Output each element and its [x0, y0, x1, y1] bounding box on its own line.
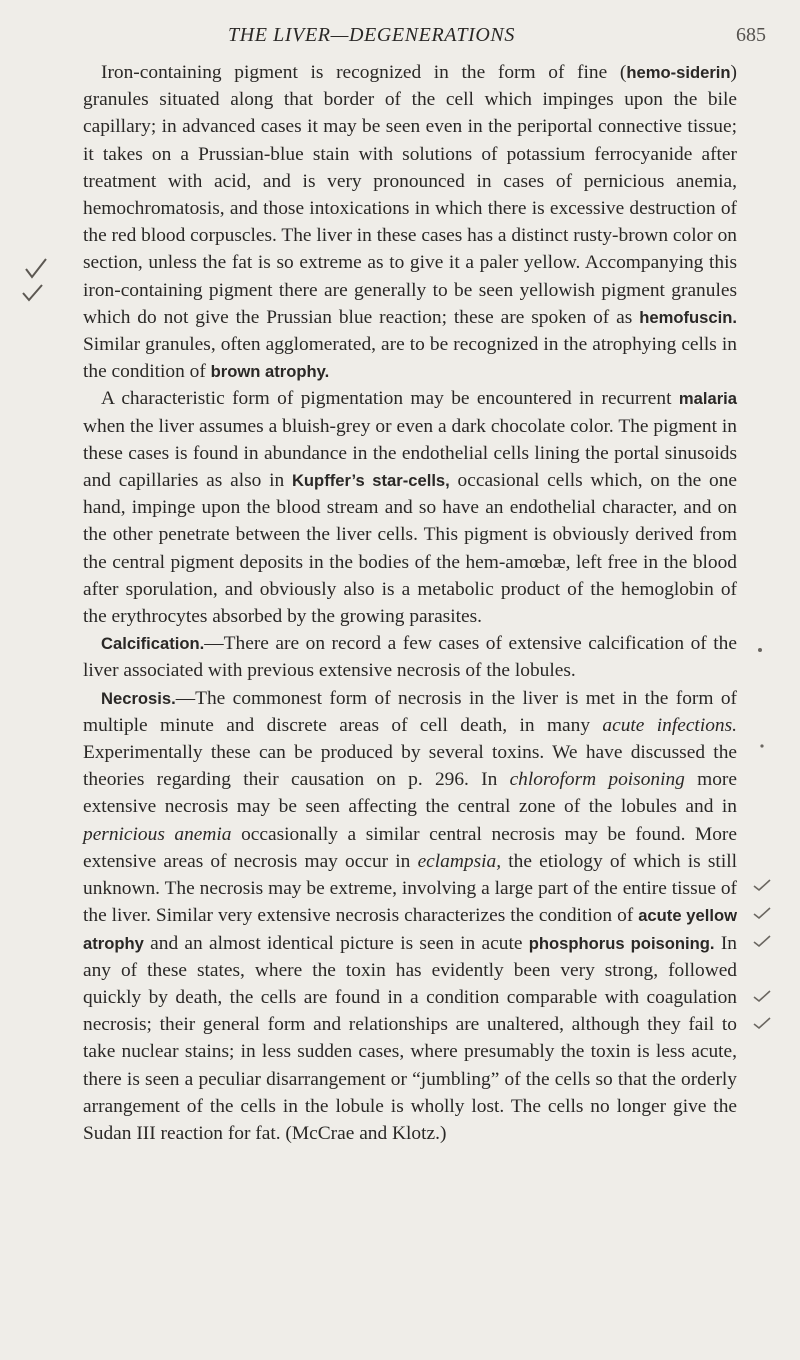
text-run: Iron-containing pigment is recognized in the form of fine ( — [101, 62, 627, 83]
margin-checkmark-icon — [756, 736, 776, 756]
margin-checkmark-icon — [20, 255, 50, 310]
term-chloroform-poisoning: chloroform poisoning — [509, 769, 685, 791]
page-header — [0, 22, 800, 52]
heading-necrosis: Necrosis. — [101, 688, 176, 708]
text-run: —There are on record a few cases of extensive calcification of the liver associated with previous extensive necrosis of the lobules. — [83, 633, 737, 682]
text-run: Experimentally these can be produced by several toxins. We have discussed the theories regarding their causation on p. 296. In — [83, 742, 737, 791]
text-run: A characteristic form of pigmentation may be encountered in recurrent — [101, 388, 679, 410]
text-run: ) granules situated along that border of the cell which impinges upon the bile capillary; in advanced cases it may be seen even in the periportal connective tissue; it takes on a Prussian-blue stain with solutions of potassium ferrocyanide after treatment with acid, and is very pronounced in cases of pernicious anemia, hemochromatosis, and those intoxications in which there is excessive destruction of the red blood corpuscles. The liver in these cases has a distinct rusty-brown color on section, unless the fat is so extreme as to give it a paler yellow. Accompanying this iron-containing pigment there are generally to be seen yellowish pigment granules which do not give the Prussian blue reaction; these are spoken of as — [83, 62, 737, 328]
text-run: In any of these states, where the toxin has evidently been very strong, followed quickly by death, the cells are found in a condition comparable with coagulation necrosis; their general form and relationships are unaltered, although they fail to take nuclear stains; in less sudden cases, where presumably the toxin is less acute, there is seen a peculiar disarrangement or “jumbling” of the cells so that the orderly arrangement of the cells in the lobule is wholly lost. The cells no longer give the Sudan III reaction for fat. (McCrae and Klotz.) — [83, 932, 738, 1144]
page-number: 685 — [736, 24, 766, 46]
running-head: THE LIVER—DEGENERATIONS — [228, 24, 515, 46]
text-run: more extensive necrosis may be seen affecting the central zone of the lobules and in — [83, 769, 737, 818]
text-run: the etiology of which is still unknown. The necrosis may be extreme, involving a large part of the entire tissue of the liver. Similar very extensive necrosis characterizes the condition of — [83, 850, 737, 927]
term-phosphorus-poisoning: phosphorus poisoning. — [528, 933, 715, 953]
term-eclampsia: eclampsia, — [417, 850, 502, 872]
term-acute-yellow-atrophy: acute yellow atrophy — [83, 906, 737, 953]
paragraph-calcification — [83, 630, 737, 684]
term-malaria: malaria — [678, 389, 737, 409]
text-run: Similar granules, often agglomerated, are to be recognized in the atrophying cells in the condition of — [83, 334, 737, 383]
margin-checkmark-icon — [750, 876, 774, 1036]
term-acute-infections: acute infections. — [602, 714, 737, 736]
paragraph-hemosiderin — [83, 59, 737, 385]
text-run: occasionally a similar central necrosis may be found. More extensive areas of necrosis may occur in — [83, 823, 737, 872]
text-run: and an almost identical picture is seen in acute — [143, 932, 529, 954]
paragraph-malaria — [83, 385, 737, 630]
text-run: —The commonest form of necrosis in the liver is met in the form of multiple minute and discrete areas of cell death, in many — [83, 687, 737, 736]
text-run: when the liver assumes a bluish-grey or even a dark chocolate color. The pigment in these cases is found in abundance in the endothelial cells lining the portal sinusoids and capillaries as also in — [83, 415, 737, 492]
term-hemosiderin: hemo-siderin — [626, 63, 731, 82]
heading-calcification: Calcification. — [101, 634, 205, 654]
text-run: occasional cells which, on the one hand, impinge upon the blood stream and so have an endothelial character, and on the other penetrate between the liver cells. This pigment is obviously derived from the central pigment deposits in the bodies of the hem-amœbæ, left free in the blood after sporulation, and obviously also is a metabolic product of the hemoglobin of the erythrocytes absorbed by the growing parasites. — [83, 470, 737, 628]
term-pernicious-anemia: pernicious anemia — [83, 823, 232, 845]
term-kupffer-cells: Kupffer’s star-cells, — [291, 471, 450, 491]
term-brown-atrophy: brown atrophy. — [210, 362, 330, 382]
body-text — [83, 59, 737, 1147]
margin-checkmark-icon — [752, 640, 772, 660]
paragraph-necrosis — [83, 685, 737, 1147]
term-hemofuscin: hemofuscin. — [639, 307, 737, 327]
